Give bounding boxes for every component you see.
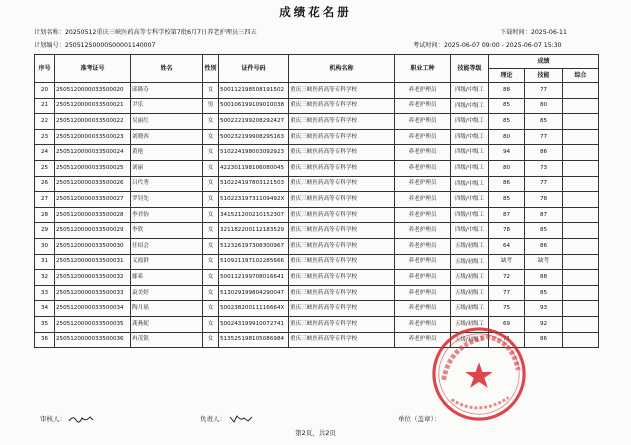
cell-ticket: 2505120000033500031 (55, 254, 131, 270)
cell-ticket: 2505120000033500020 (55, 83, 131, 99)
plan-number-label: 计划编号： (34, 42, 65, 49)
table-row (35, 98, 599, 114)
cell-id: 50023820011116664X (219, 301, 289, 317)
cell-org: 重庆三峡医药高等专科学校 (289, 129, 395, 145)
cell-theory: 72 (489, 270, 525, 286)
plan-name-label: 计划名称： (34, 29, 65, 36)
cell-level: 四级/中级工 (451, 223, 489, 239)
table-row (35, 129, 599, 145)
cell-seq: 30 (35, 238, 55, 254)
cell-ticket: 2505120000033500030 (55, 238, 131, 254)
cell-name: 龚燕妮 (131, 316, 203, 332)
cell-name: 鄢希 (131, 270, 203, 286)
cell-id: 500232199908295163 (219, 129, 289, 145)
cell-seq: 28 (35, 207, 55, 223)
cell-job: 养老护理员 (395, 192, 451, 208)
cell-level: 四级/中级工 (451, 114, 489, 130)
cell-level: 四级/中级工 (451, 176, 489, 192)
cell-gender: 女 (203, 207, 219, 223)
cell-job: 养老护理员 (395, 316, 451, 332)
col-header-overall: 综合 (563, 69, 599, 83)
cell-name: 邱隆芬 (131, 83, 203, 99)
table-row (35, 270, 599, 286)
cell-gender: 女 (203, 285, 219, 301)
cell-name: 吕代秀 (131, 176, 203, 192)
cell-level: 四级/中级工 (451, 207, 489, 223)
cell-job: 养老护理员 (395, 301, 451, 317)
cell-ticket: 2505120000033500035 (55, 316, 131, 332)
cell-org: 重庆三峡医药高等专科学校 (289, 176, 395, 192)
cell-overall (563, 270, 599, 286)
responsible-label: 负责人： (200, 415, 226, 423)
cell-gender: 女 (203, 254, 219, 270)
col-header-org: 机构名称 (289, 55, 395, 83)
cell-id: 51022319731109492X (219, 192, 289, 208)
cell-job: 养老护理员 (395, 98, 451, 114)
cell-job: 养老护理员 (395, 238, 451, 254)
col-header-id: 证件号码 (219, 55, 289, 83)
col-header-score: 成绩 (489, 55, 599, 69)
cell-level: 四级/中级工 (451, 145, 489, 161)
cell-seq: 26 (35, 176, 55, 192)
col-header-skill: 技能 (525, 69, 563, 83)
cell-overall (563, 301, 599, 317)
cell-gender: 女 (203, 145, 219, 161)
cell-org: 重庆三峡医药高等专科学校 (289, 207, 395, 223)
cell-level: 五级/初级工 (451, 270, 489, 286)
cell-gender: 女 (203, 176, 219, 192)
cell-org: 重庆三峡医药高等专科学校 (289, 270, 395, 286)
cell-gender: 女 (203, 83, 219, 99)
cell-level: 五级/初级工 (451, 254, 489, 270)
handwritten-signature-reviewer (68, 415, 94, 423)
cell-skill: 87 (525, 207, 563, 223)
cell-job: 养老护理员 (395, 223, 451, 239)
col-header-name: 姓名 (131, 55, 203, 83)
cell-theory: 80 (489, 129, 525, 145)
cell-ticket: 2505120000033500033 (55, 285, 131, 301)
cell-id: 512326197308300967 (219, 238, 289, 254)
table-row (35, 301, 599, 317)
cell-name: 李欣 (131, 223, 203, 239)
table-row (35, 192, 599, 208)
cell-gender: 女 (203, 332, 219, 348)
cell-theory: 71 (489, 332, 525, 348)
cell-seq: 36 (35, 332, 55, 348)
cell-job: 养老护理员 (395, 145, 451, 161)
cell-id: 513525198105086984 (219, 332, 289, 348)
cell-seq: 33 (35, 285, 55, 301)
exam-time-value: 2025-06-07 09:00 - 2025-06-07 15:30 (443, 42, 562, 49)
cell-overall (563, 160, 599, 176)
cell-ticket: 2505120000033500029 (55, 223, 131, 239)
cell-theory: 77 (489, 285, 525, 301)
cell-skill: 86 (525, 332, 563, 348)
header-row-1 (35, 55, 599, 69)
cell-skill: 93 (525, 301, 563, 317)
cell-name: 刘晓西 (131, 129, 203, 145)
cell-id: 500106199109010038 (219, 98, 289, 114)
cell-theory: 85 (489, 114, 525, 130)
cell-gender: 女 (203, 270, 219, 286)
cell-job: 养老护理员 (395, 114, 451, 130)
col-header-ticket: 准考证号 (55, 55, 131, 83)
cell-name: 尹乐 (131, 98, 203, 114)
cell-overall (563, 114, 599, 130)
table-row (35, 223, 599, 239)
cell-level: 四级/中级工 (451, 83, 489, 99)
cell-id: 510224197803121503 (219, 176, 289, 192)
cell-job: 养老护理员 (395, 270, 451, 286)
cell-name: 罗钊先 (131, 192, 203, 208)
cell-name: 李君怡 (131, 207, 203, 223)
cell-theory: 88 (489, 83, 525, 99)
cell-job: 养老护理员 (395, 176, 451, 192)
cell-overall (563, 332, 599, 348)
cell-theory: 86 (489, 176, 525, 192)
cell-name: 刘丽 (131, 160, 203, 176)
plan-name-value: 20250512重庆三峡医药高等专科学校第7批6月7日养老护理员三四五 (64, 29, 257, 36)
cell-level: 五级/初级工 (451, 285, 489, 301)
cell-seq: 25 (35, 160, 55, 176)
cell-gender: 女 (203, 238, 219, 254)
table-row (35, 160, 599, 176)
cell-theory: 75 (489, 301, 525, 317)
cell-theory: 78 (489, 223, 525, 239)
exam-time (413, 40, 562, 49)
cell-overall (563, 207, 599, 223)
cell-seq: 32 (35, 270, 55, 286)
cell-skill: 78 (525, 192, 563, 208)
cell-org: 重庆三峡医药高等专科学校 (289, 145, 395, 161)
download-time (500, 27, 567, 36)
cell-org: 重庆三峡医药高等专科学校 (289, 114, 395, 130)
cell-overall (563, 176, 599, 192)
cell-theory: 87 (489, 207, 525, 223)
cell-ticket: 2505120000033500034 (55, 301, 131, 317)
cell-job: 养老护理员 (395, 332, 451, 348)
cell-seq: 35 (35, 316, 55, 332)
cell-overall (563, 285, 599, 301)
col-header-level: 技能等级 (451, 55, 489, 83)
cell-seq: 22 (35, 114, 55, 130)
cell-theory: 85 (489, 98, 525, 114)
cell-seq: 29 (35, 223, 55, 239)
col-header-gender: 性别 (203, 55, 219, 83)
reviewer-label: 审核人： (40, 415, 66, 423)
cell-job: 养老护理员 (395, 83, 451, 99)
cell-skill: 92 (525, 316, 563, 332)
cell-skill: 77 (525, 176, 563, 192)
cell-ticket: 2505120000033500024 (55, 145, 131, 161)
cell-theory: 80 (489, 160, 525, 176)
cell-id: 321182200112183529 (219, 223, 289, 239)
cell-level: 四级/中级工 (451, 192, 489, 208)
cell-name: 冉茂银 (131, 332, 203, 348)
table-row (35, 285, 599, 301)
cell-theory: 64 (489, 238, 525, 254)
cell-ticket: 2505120000033500027 (55, 192, 131, 208)
cell-theory: 缺考 (489, 254, 525, 270)
cell-org: 重庆三峡医药高等专科学校 (289, 238, 395, 254)
cell-org: 重庆三峡医药高等专科学校 (289, 285, 395, 301)
cell-name: 袁美婷 (131, 285, 203, 301)
cell-id: 500112198508191502 (219, 83, 289, 99)
cell-gender: 女 (203, 160, 219, 176)
cell-theory: 94 (489, 145, 525, 161)
cell-overall (563, 316, 599, 332)
page-title: 成绩花名册 (279, 5, 352, 19)
exam-time-label: 考试时间： (413, 42, 444, 49)
cell-seq: 31 (35, 254, 55, 270)
cell-theory: 85 (489, 192, 525, 208)
cell-skill: 86 (525, 238, 563, 254)
cell-level: 四级/中级工 (451, 98, 489, 114)
cell-name: 陶月瑶 (131, 301, 203, 317)
cell-theory: 69 (489, 316, 525, 332)
cell-org: 重庆三峡医药高等专科学校 (289, 316, 395, 332)
cell-level: 四级/中级工 (451, 129, 489, 145)
cell-skill: 80 (525, 98, 563, 114)
cell-id: 513029199804290047 (219, 285, 289, 301)
responsible-signature (200, 414, 254, 423)
download-time-label: 下载时间： (500, 29, 531, 36)
score-table-wrap (34, 54, 598, 348)
cell-name: 义霞群 (131, 254, 203, 270)
cell-skill: 73 (525, 160, 563, 176)
cell-gender: 女 (203, 192, 219, 208)
cell-gender: 女 (203, 316, 219, 332)
cell-id: 422301198106080045 (219, 160, 289, 176)
col-header-job: 职业工种 (395, 55, 451, 83)
cell-seq: 20 (35, 83, 55, 99)
cell-seq: 34 (35, 301, 55, 317)
cell-skill: 85 (525, 223, 563, 239)
cell-org: 重庆三峡医药高等专科学校 (289, 223, 395, 239)
cell-overall (563, 83, 599, 99)
cell-id: 500222199208292427 (219, 114, 289, 130)
cell-job: 养老护理员 (395, 207, 451, 223)
download-time-value: 2025-06-11 (530, 29, 567, 36)
score-table (34, 54, 599, 348)
cell-gender: 女 (203, 223, 219, 239)
plan-number-value: 250512S0000S00001140007 (64, 42, 156, 49)
cell-seq: 27 (35, 192, 55, 208)
cell-job: 养老护理员 (395, 129, 451, 145)
cell-name: 任绍会 (131, 238, 203, 254)
cell-skill: 77 (525, 129, 563, 145)
cell-skill: 85 (525, 285, 563, 301)
cell-ticket: 2505120000033500022 (55, 114, 131, 130)
plan-name (34, 27, 257, 36)
cell-id: 510921197102285666 (219, 254, 289, 270)
cell-ticket: 2505120000033500025 (55, 160, 131, 176)
cell-overall (563, 254, 599, 270)
cell-overall (563, 129, 599, 145)
unit-seal-label: 单位（盖章）： (398, 415, 441, 423)
plan-number (34, 40, 155, 49)
cell-ticket: 2505120000033500028 (55, 207, 131, 223)
cell-skill: 85 (525, 114, 563, 130)
table-row (35, 83, 599, 99)
cell-name: 黄艳 (131, 145, 203, 161)
cell-overall (563, 192, 599, 208)
cell-overall (563, 238, 599, 254)
cell-gender: 女 (203, 129, 219, 145)
cell-job: 养老护理员 (395, 160, 451, 176)
cell-org: 重庆三峡医药高等专科学校 (289, 160, 395, 176)
cell-ticket: 2505120000033500021 (55, 98, 131, 114)
cell-skill: 缺考 (525, 254, 563, 270)
cell-id: 510224198003092923 (219, 145, 289, 161)
cell-seq: 21 (35, 98, 55, 114)
cell-ticket: 2505120000033500036 (55, 332, 131, 348)
cell-skill: 77 (525, 83, 563, 99)
cell-org: 重庆三峡医药高等专科学校 (289, 192, 395, 208)
cell-id: 500112199708016641 (219, 270, 289, 286)
cell-skill: 86 (525, 145, 563, 161)
reviewer-signature (40, 414, 94, 423)
cell-job: 养老护理员 (395, 254, 451, 270)
table-row (35, 254, 599, 270)
col-header-seq: 序号 (35, 55, 55, 83)
cell-level: 五级/初级工 (451, 238, 489, 254)
cell-level: 五级/初级工 (451, 301, 489, 317)
cell-seq: 24 (35, 145, 55, 161)
cell-id: 341521200210152307 (219, 207, 289, 223)
cell-org: 重庆三峡医药高等专科学校 (289, 83, 395, 99)
cell-org: 重庆三峡医药高等专科学校 (289, 254, 395, 270)
cell-level: 五级/初级工 (451, 332, 489, 348)
table-row (35, 114, 599, 130)
cell-overall (563, 145, 599, 161)
cell-gender: 女 (203, 114, 219, 130)
cell-name: 吴丽红 (131, 114, 203, 130)
cell-overall (563, 98, 599, 114)
cell-overall (563, 223, 599, 239)
cell-gender: 女 (203, 301, 219, 317)
cell-ticket: 2505120000033500023 (55, 129, 131, 145)
col-header-theory: 理论 (489, 69, 525, 83)
cell-ticket: 2505120000033500032 (55, 270, 131, 286)
cell-ticket: 2505120000033500026 (55, 176, 131, 192)
page-footer: 第2页，共2页 (295, 429, 336, 437)
table-row (35, 207, 599, 223)
table-row (35, 238, 599, 254)
cell-gender: 男 (203, 98, 219, 114)
table-row (35, 176, 599, 192)
cell-org: 重庆三峡医药高等专科学校 (289, 332, 395, 348)
handwritten-signature-responsible (228, 415, 254, 423)
official-seal-stamp (430, 325, 528, 423)
cell-id: 500243199910072741 (219, 316, 289, 332)
cell-seq: 23 (35, 129, 55, 145)
cell-level: 五级/初级工 (451, 316, 489, 332)
cell-skill: 88 (525, 270, 563, 286)
cell-org: 重庆三峡医药高等专科学校 (289, 301, 395, 317)
cell-org: 重庆三峡医药高等专科学校 (289, 98, 395, 114)
cell-level: 四级/中级工 (451, 160, 489, 176)
table-row (35, 145, 599, 161)
cell-job: 养老护理员 (395, 285, 451, 301)
